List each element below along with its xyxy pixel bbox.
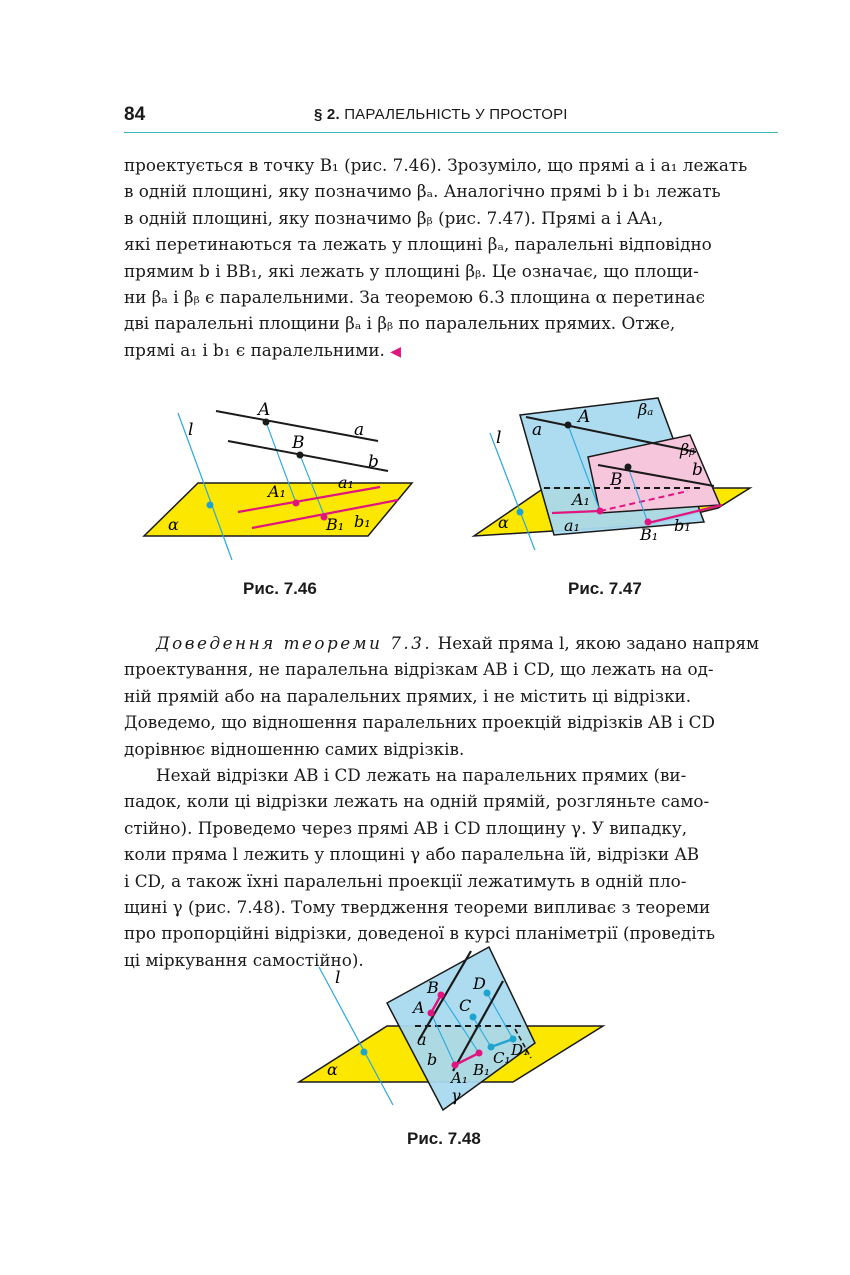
point-B1: [476, 1050, 483, 1057]
label-A1: A₁: [268, 482, 286, 501]
point-A: [428, 1010, 435, 1017]
proof-end-marker: ◀: [390, 343, 401, 360]
label-l: l: [335, 968, 341, 988]
label-alpha: α: [168, 515, 179, 534]
label-alpha: α: [498, 513, 509, 532]
text-line: дорівнює відношенню самих відрізків.: [124, 738, 465, 759]
text-line: [124, 337, 778, 365]
label-a: a: [417, 1030, 427, 1049]
point-A1: [452, 1062, 459, 1069]
text-line: ни βₐ і βᵦ є паралельними. За теоремою 6.3 площина α перетинає: [124, 287, 706, 308]
label-B1: B₁: [326, 515, 345, 534]
point-l-alpha: [361, 1049, 368, 1056]
section-title-text: ПАРАЛЕЛЬНІСТЬ У ПРОСТОРІ: [344, 106, 568, 123]
caption-7-46: Рис. 7.46: [243, 579, 317, 598]
label-B1: B₁: [640, 525, 659, 544]
label-A1: A₁: [572, 490, 590, 509]
label-alpha: α: [327, 1060, 338, 1079]
figure-7-46: [140, 395, 430, 570]
text-line: [124, 630, 778, 656]
label-l: l: [496, 428, 502, 448]
label-D1: D₁: [511, 1041, 530, 1059]
point-l-alpha: [517, 509, 524, 516]
text-line: які перетинаються та лежать у площині βₐ, паралельні відповідно: [124, 234, 712, 255]
label-b: b: [427, 1050, 438, 1069]
label-B: B: [427, 978, 439, 997]
label-b: b: [692, 460, 703, 480]
text-line: щині γ (рис. 7.48). Тому твердження теореми випливає з теореми: [124, 897, 711, 918]
label-a1: a₁: [338, 473, 354, 492]
label-C: C: [459, 996, 472, 1015]
point-A1: [597, 508, 604, 515]
point-A: [565, 422, 572, 429]
text-line: ці міркування самостійно).: [124, 949, 364, 970]
text-line: Нехай відрізки AB і CD лежать на паралельних прямих (ви-: [156, 765, 687, 786]
text-line-content: прямі a₁ і b₁ є паралельними.: [124, 339, 385, 360]
text-line: і CD, а також їхні паралельні проекції лежатимуть в одній пло-: [124, 870, 687, 891]
text-line: в одній площині, яку позначимо βᵦ (рис. 7.47). Прямі a і AA₁,: [124, 207, 664, 228]
label-b: b: [368, 452, 379, 472]
text-line: дві паралельні площини βₐ і βᵦ по паралельних прямих. Отже,: [124, 313, 676, 334]
text-line: стійно). Проведемо через прямі AB і CD площину γ. У випадку,: [124, 817, 688, 838]
label-A1: A₁: [451, 1069, 468, 1087]
text-line-content: Нехай пряма l, якою задано напрям: [432, 633, 760, 653]
paragraph-1: [124, 152, 778, 365]
text-line: коли пряма l лежить у площині γ або паралельна їй, відрізки AB: [124, 844, 700, 865]
label-B: B: [292, 433, 305, 453]
text-line: ній прямій або на паралельних прямих, і не містить ці відрізки.: [124, 685, 692, 706]
line-b: [228, 441, 388, 471]
figure-7-48: [295, 945, 610, 1120]
text-line: в одній площині, яку позначимо βₐ. Аналогічно прямі b і b₁ лежать: [124, 181, 721, 202]
page-number: 84: [124, 104, 146, 125]
point-B: [625, 464, 632, 471]
label-A: A: [578, 407, 591, 427]
label-beta-b: βᵦ: [680, 440, 696, 459]
page-header: [124, 98, 778, 133]
section-title: [314, 106, 568, 123]
text-line: прямим b і BB₁, які лежать у площині βᵦ. Це означає, що площи-: [124, 260, 699, 281]
label-b1: b₁: [354, 512, 371, 531]
label-a: a: [532, 420, 543, 440]
label-C1: C₁: [493, 1049, 511, 1067]
label-a: a: [354, 420, 365, 440]
label-B: B: [610, 470, 623, 490]
text-line: про пропорційні відрізки, доведеної в курсі планіметрії (проведіть: [124, 923, 716, 944]
text-line: проектується в точку B₁ (рис. 7.46). Зрозуміло, що прямі a і a₁ лежать: [124, 155, 748, 175]
label-b1: b₁: [674, 516, 691, 535]
text-line: падок, коли ці відрізки лежать на одній прямій, розгляньте само-: [124, 791, 710, 812]
proof-lead: Доведення теореми 7.3.: [156, 633, 433, 653]
point-A1: [293, 500, 300, 507]
label-A: A: [258, 400, 271, 420]
label-gamma: γ: [451, 1086, 461, 1105]
label-a1: a₁: [564, 516, 580, 535]
caption-7-47: Рис. 7.47: [568, 579, 642, 598]
label-B1: B₁: [473, 1061, 491, 1079]
label-l: l: [188, 420, 194, 440]
figure-7-47: [470, 395, 760, 550]
label-A: A: [413, 998, 425, 1017]
label-D: D: [473, 974, 486, 993]
label-beta-a: βₐ: [638, 400, 654, 419]
section-mark: § 2.: [314, 106, 340, 123]
text-line: проектування, не паралельна відрізкам AB і CD, що лежать на од-: [124, 659, 714, 680]
caption-7-48: Рис. 7.48: [407, 1129, 481, 1148]
text-line: Доведемо, що відношення паралельних проекцій відрізків AB і CD: [124, 712, 715, 733]
paragraph-2-3: [124, 630, 778, 973]
point-l-alpha: [207, 502, 214, 509]
